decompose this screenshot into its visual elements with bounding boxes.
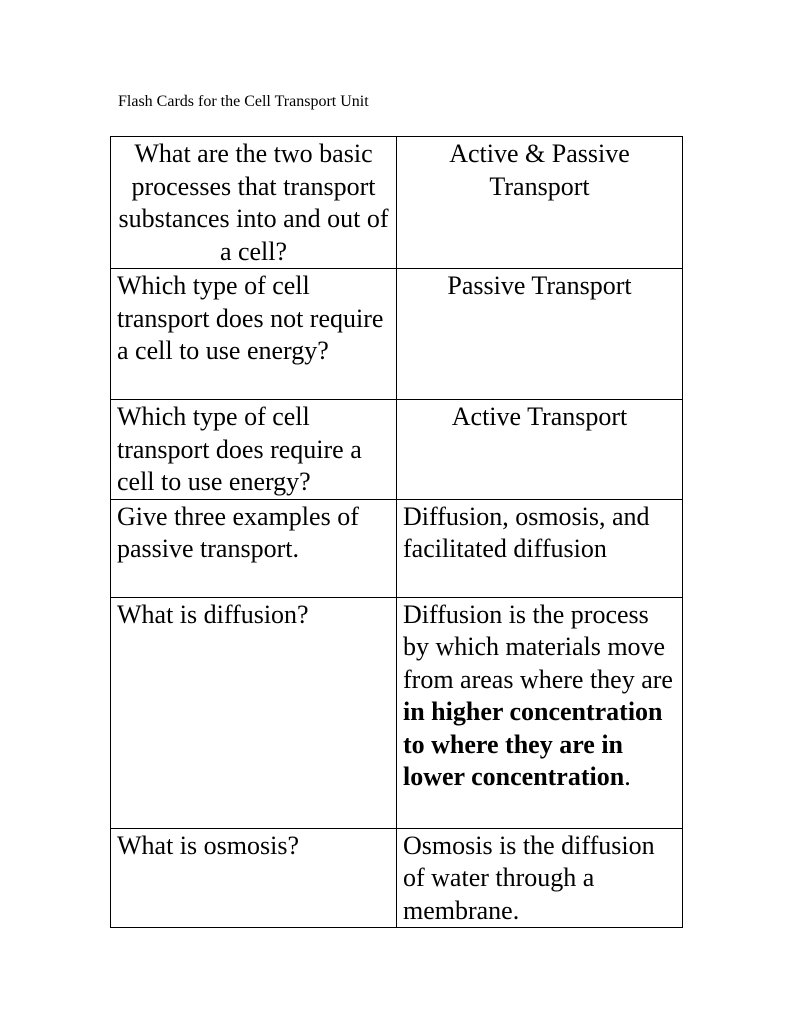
card-answer	[397, 499, 683, 597]
card-question-text: Which type of cell transport does require a cell to use energy?	[117, 402, 362, 496]
card-answer-text: Passive Transport	[447, 271, 632, 300]
flash-card-row	[111, 499, 683, 597]
card-question-text: What is diffusion?	[117, 599, 309, 629]
card-question	[111, 828, 397, 928]
flash-card-row	[111, 269, 683, 400]
card-answer	[397, 597, 683, 828]
card-answer-text: Active Transport	[451, 402, 628, 431]
card-question	[111, 137, 397, 269]
card-question	[111, 269, 397, 400]
card-answer-text: Active & Passive Transport	[449, 139, 630, 201]
card-question	[111, 499, 397, 597]
flash-card-row	[111, 137, 683, 269]
flash-card-row	[111, 597, 683, 828]
card-question	[111, 597, 397, 828]
card-question-text: Which type of cell transport does not require a cell to use energy?	[117, 271, 384, 365]
flash-card-row	[111, 828, 683, 928]
card-answer	[397, 400, 683, 500]
card-answer-intro: Diffusion is the process by which materials move from areas where they are	[403, 599, 673, 694]
flash-cards-table	[110, 136, 683, 928]
card-answer-emphasis: in higher concentration to where they are in lower concentration	[403, 697, 663, 791]
card-answer-text: Osmosis is the diffusion of water through a membrane.	[403, 830, 655, 925]
flash-card-row	[111, 400, 683, 500]
card-answer-end: .	[624, 762, 631, 791]
document-title: Flash Cards for the Cell Transport Unit	[118, 93, 369, 110]
card-answer-text: Diffusion, osmosis, and facilitated diffusion	[403, 501, 650, 563]
card-question-text: Give three examples of passive transport.	[117, 501, 359, 563]
card-answer	[397, 828, 683, 928]
card-question-text: What is osmosis?	[117, 830, 299, 860]
card-question	[111, 400, 397, 500]
card-answer	[397, 137, 683, 269]
card-question-text: What are the two basic processes that transport substances into and out of a cell?	[118, 139, 389, 266]
card-answer	[397, 269, 683, 400]
